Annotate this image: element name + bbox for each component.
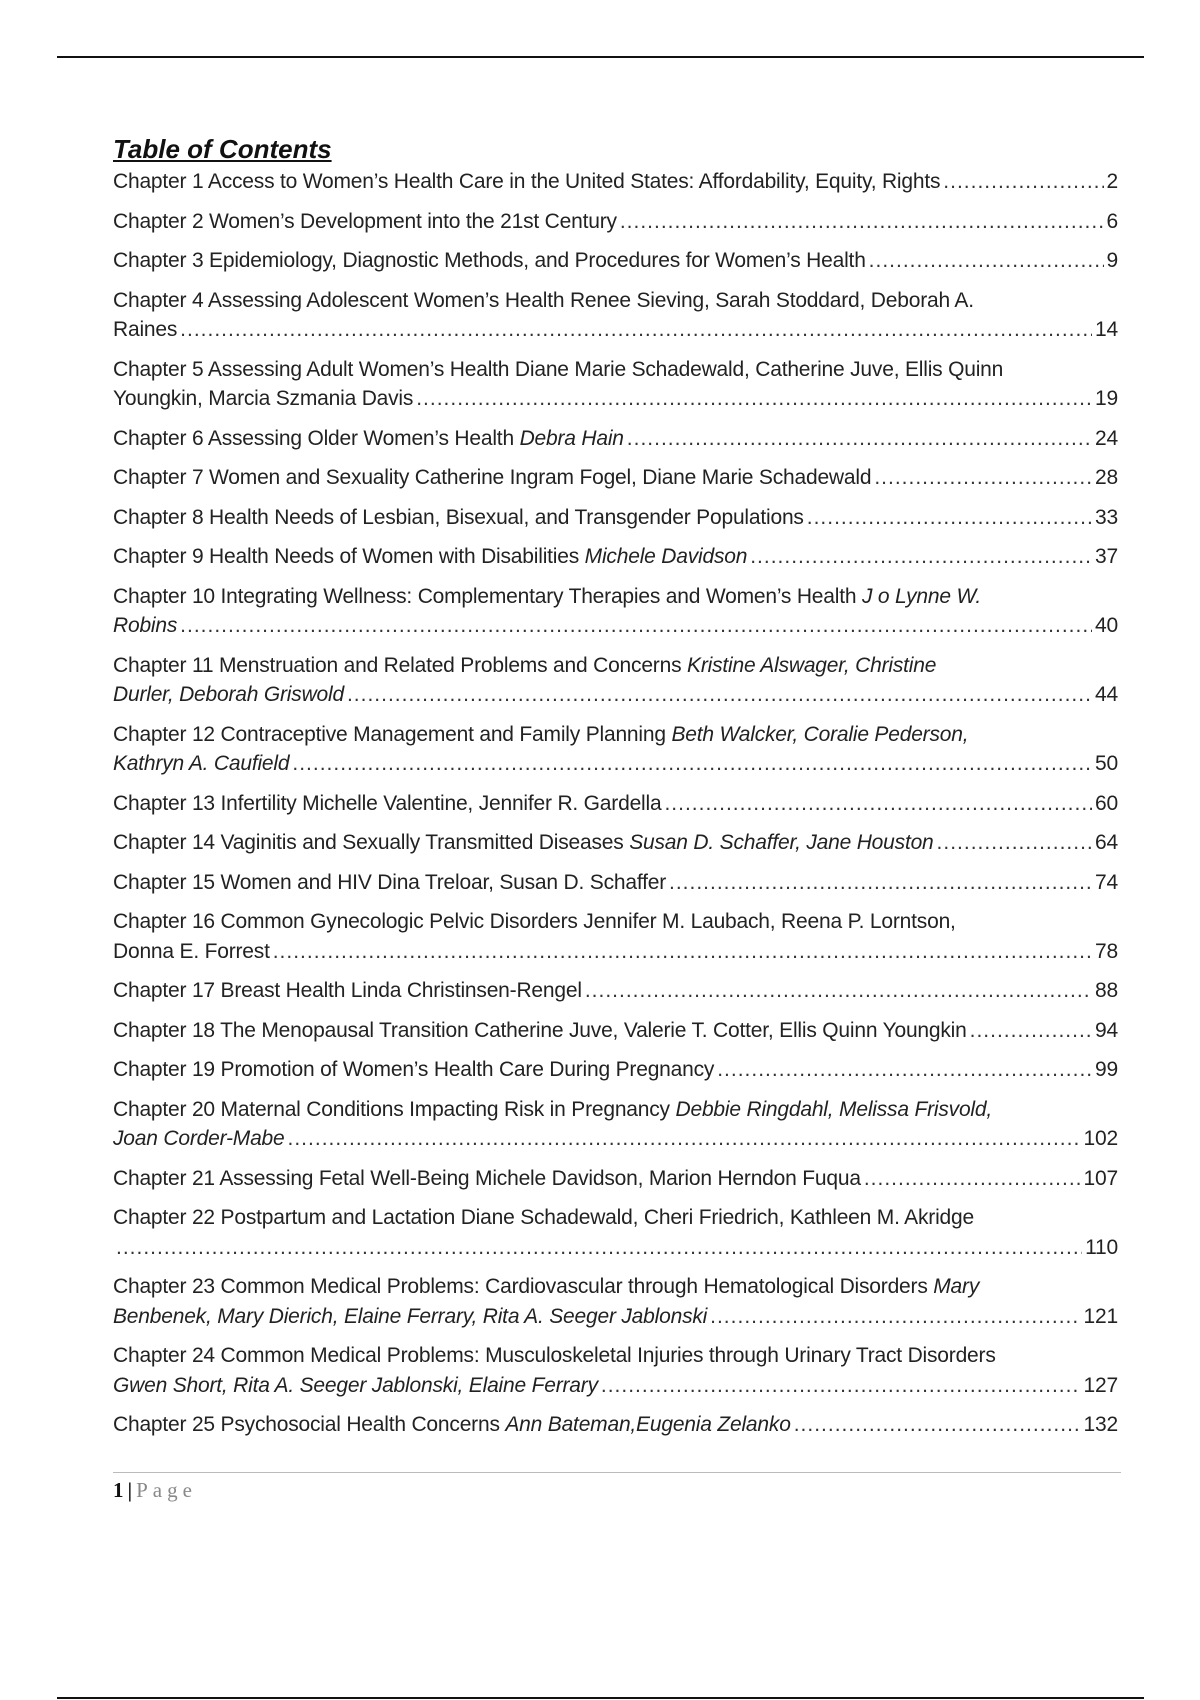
toc-page-number: 99 — [1095, 1058, 1118, 1081]
toc-entry-text — [113, 1124, 285, 1154]
toc-entry-author: Benbenek, Mary Dierich, Elaine Ferrary, Rita A. Seeger Jablonski — [113, 1304, 708, 1328]
toc-entry-leader-line — [113, 503, 1118, 533]
toc-entry-text — [113, 680, 344, 710]
toc-entry-title: Chapter 8 Health Needs of Lesbian, Bisexual, and Transgender Populations — [113, 505, 804, 529]
toc-entry-heading — [113, 1272, 1118, 1302]
toc-entry-author: Beth Walcker, Coralie Pederson, — [671, 722, 969, 746]
toc-entry-leader-line — [113, 749, 1118, 779]
toc-entry-title: Chapter 2 Women’s Development into the 21st Century — [113, 209, 617, 233]
toc-entry-author: J o Lynne W. — [861, 584, 981, 608]
toc-entry-text — [113, 937, 270, 967]
toc-entry-author: Durler, Deborah Griswold — [113, 683, 344, 706]
toc-entry-text — [113, 1410, 791, 1440]
toc-entry-leader-line — [113, 828, 1118, 858]
toc-entry-title: Chapter 13 Infertility Michelle Valentine, Jennifer R. Gardella — [113, 791, 662, 815]
toc-page-number: 121 — [1083, 1304, 1118, 1328]
table-of-contents — [113, 133, 1118, 1450]
toc-entry-text — [113, 1016, 967, 1046]
toc-dot-leader — [864, 1164, 1081, 1194]
toc-title: Table of Contents — [113, 134, 332, 164]
toc-entry-title: Youngkin, Marcia Szmania Davis — [113, 387, 414, 410]
toc-dot-leader — [180, 611, 1092, 641]
toc-entry-title: Chapter 24 Common Medical Problems: Musculoskeletal Injuries through Urinary Tract Disorders — [113, 1344, 996, 1367]
toc-entry-title: Raines — [113, 318, 178, 341]
toc-dot-leader — [807, 503, 1092, 533]
top-rule — [57, 56, 1144, 58]
footer-separator: | — [127, 1478, 133, 1502]
toc-entry-text — [113, 542, 747, 572]
toc-entry-title: Chapter 25 Psychosocial Health Concerns — [113, 1413, 506, 1436]
toc-entry-text — [113, 1371, 598, 1401]
toc-entry-title: Chapter 15 Women and HIV Dina Treloar, Susan D. Schaffer — [113, 870, 666, 894]
toc-dot-leader — [627, 424, 1092, 454]
toc-entry-title: Chapter 20 Maternal Conditions Impacting Risk in Pregnancy — [113, 1097, 676, 1121]
toc-entry-leader-line — [113, 680, 1118, 710]
toc-entry-author: Ann Bateman,Eugenia Zelanko — [505, 1413, 791, 1436]
toc-entry-title: Chapter 18 The Menopausal Transition Catherine Juve, Valerie T. Cotter, Ellis Quinn Youngkin — [113, 1018, 967, 1042]
toc-page-number: 107 — [1083, 1166, 1118, 1190]
toc-entry-leader-line — [113, 1410, 1118, 1440]
toc-entry-title: Chapter 1 Access to Women’s Health Care in the United States: Affordability, Equity, Rights — [113, 170, 941, 193]
toc-dot-leader — [620, 207, 1104, 237]
toc-dot-leader — [601, 1371, 1081, 1401]
toc-page-number: 102 — [1083, 1127, 1118, 1150]
toc-entry-heading — [113, 651, 1118, 681]
toc-page-number: 14 — [1095, 318, 1118, 341]
toc-page-number: 127 — [1083, 1373, 1118, 1397]
toc-dot-leader — [869, 246, 1104, 276]
toc-entry-leader-line — [113, 1164, 1118, 1194]
page-word: Page — [136, 1478, 197, 1502]
toc-entry[interactable] — [113, 1095, 1118, 1154]
toc-entry[interactable] — [113, 976, 1118, 1006]
toc-entry[interactable] — [113, 1016, 1118, 1046]
toc-entry-leader-line — [113, 542, 1118, 572]
toc-dot-leader — [750, 542, 1092, 572]
footer-rule — [113, 1472, 1121, 1473]
toc-entry-heading — [113, 1203, 1118, 1233]
toc-entry-author: Mary — [933, 1275, 980, 1298]
toc-entry-heading — [113, 720, 1118, 750]
toc-entry-leader-line — [113, 246, 1118, 276]
toc-page-number: 94 — [1095, 1018, 1118, 1042]
toc-entry-text — [113, 868, 666, 898]
toc-entry-title: Chapter 4 Assessing Adolescent Women’s Health Renee Sieving, Sarah Stoddard, Deborah A. — [113, 288, 974, 312]
toc-entry-leader-line — [113, 463, 1118, 493]
toc-entry-heading — [113, 907, 1118, 937]
toc-entry-text — [113, 463, 871, 493]
toc-dot-leader — [669, 868, 1092, 898]
toc-dot-leader — [664, 789, 1092, 819]
toc-entry-leader-line — [113, 1371, 1118, 1401]
toc-entry-text — [113, 246, 866, 276]
toc-entry-author: Kristine Alswager, Christine — [687, 653, 937, 677]
toc-entry-leader-line — [113, 1124, 1118, 1154]
toc-page-number: 24 — [1095, 426, 1118, 450]
toc-entry-text — [113, 1302, 707, 1332]
toc-entry[interactable] — [113, 463, 1118, 493]
page-number: 1 — [113, 1478, 124, 1502]
toc-entry-text — [113, 1055, 714, 1085]
toc-dot-leader — [288, 1124, 1081, 1154]
toc-entry-title: Chapter 5 Assessing Adult Women’s Health Diane Marie Schadewald, Catherine Juve, Ellis Quinn — [113, 357, 1004, 381]
toc-entry-title: Chapter 11 Menstruation and Related Problems and Concerns — [113, 653, 688, 677]
toc-entry-text — [113, 315, 177, 345]
toc-entry-author: Kathryn A. Caufield — [113, 752, 290, 775]
toc-entry-leader-line — [113, 424, 1118, 454]
toc-entry-title: Chapter 19 Promotion of Women’s Health Care During Pregnancy — [113, 1058, 715, 1081]
toc-page-number: 19 — [1095, 387, 1118, 410]
toc-dot-leader — [347, 680, 1092, 710]
toc-page-number: 110 — [1085, 1235, 1118, 1259]
toc-entry-title: Donna E. Forrest — [113, 939, 270, 963]
toc-entry[interactable] — [113, 828, 1118, 858]
toc-entry[interactable] — [113, 167, 1118, 197]
toc-entry[interactable] — [113, 424, 1118, 454]
toc-entry[interactable] — [113, 720, 1118, 779]
toc-entry[interactable] — [113, 868, 1118, 898]
toc-entry-title: Chapter 14 Vaginitis and Sexually Transmitted Diseases — [113, 831, 630, 854]
toc-entry-heading — [113, 355, 1118, 385]
toc-entry[interactable] — [113, 1164, 1118, 1194]
toc-entry[interactable] — [113, 246, 1118, 276]
toc-entry[interactable] — [113, 355, 1118, 414]
toc-page-number: 2 — [1106, 170, 1118, 193]
toc-entry-text — [113, 384, 413, 414]
toc-entry-text — [113, 503, 804, 533]
toc-entry-author: Debra Hain — [519, 426, 624, 450]
toc-entry-text — [113, 424, 624, 454]
toc-page-number: 74 — [1095, 870, 1118, 894]
toc-entry-title: Chapter 17 Breast Health Linda Christinsen-Rengel — [113, 979, 582, 1002]
toc-entry-heading — [113, 582, 1118, 612]
toc-page-number: 88 — [1095, 979, 1118, 1002]
toc-entry-title: Chapter 9 Health Needs of Women with Disabilities — [113, 545, 585, 568]
toc-entry[interactable] — [113, 1341, 1118, 1400]
toc-dot-leader — [116, 1233, 1082, 1263]
toc-entry-author: Gwen Short, Rita A. Seeger Jablonski, Elaine Ferrary — [113, 1373, 598, 1397]
toc-entry-title: Chapter 22 Postpartum and Lactation Diane Schadewald, Cheri Friedrich, Kathleen M. Akridge — [113, 1206, 974, 1229]
toc-page-number: 44 — [1095, 683, 1118, 706]
toc-entry-title: Chapter 21 Assessing Fetal Well-Being Michele Davidson, Marion Herndon Fuqua — [113, 1166, 861, 1190]
toc-entry-heading — [113, 1341, 1118, 1371]
toc-entry-text — [113, 828, 934, 858]
toc-entry-heading — [113, 286, 1118, 316]
toc-dot-leader — [585, 976, 1092, 1006]
toc-dot-leader — [943, 167, 1103, 197]
toc-entry-leader-line — [113, 789, 1118, 819]
bottom-rule — [57, 1697, 1144, 1699]
toc-entry-leader-line — [113, 937, 1118, 967]
toc-entry-text — [113, 789, 661, 819]
toc-entry-leader-line — [113, 207, 1118, 237]
toc-entry[interactable] — [113, 651, 1118, 710]
toc-dot-leader — [937, 828, 1092, 858]
toc-page-number: 60 — [1095, 791, 1118, 815]
toc-entry[interactable] — [113, 907, 1118, 966]
page-footer — [113, 1478, 197, 1503]
toc-entry-leader-line — [113, 868, 1118, 898]
toc-page-number: 33 — [1095, 505, 1118, 529]
toc-entry[interactable] — [113, 207, 1118, 237]
toc-entry-leader-line — [113, 976, 1118, 1006]
toc-entry-leader-line — [113, 315, 1118, 345]
toc-entry-text — [113, 167, 940, 197]
toc-page-number: 50 — [1095, 752, 1118, 775]
toc-dot-leader — [970, 1016, 1092, 1046]
toc-entry-leader-line — [113, 1302, 1118, 1332]
toc-page-number: 78 — [1095, 939, 1118, 963]
toc-entry[interactable] — [113, 582, 1118, 641]
toc-entry-leader-line — [113, 167, 1118, 197]
toc-entry[interactable] — [113, 1410, 1118, 1440]
toc-entry-title: Chapter 6 Assessing Older Women’s Health — [113, 426, 520, 450]
toc-entry-leader-line — [113, 1055, 1118, 1085]
toc-entry-author: Joan Corder-Mabe — [113, 1127, 285, 1150]
toc-page-number: 64 — [1095, 831, 1118, 854]
toc-entries — [113, 167, 1118, 1440]
toc-dot-leader — [273, 937, 1092, 967]
toc-entry-leader-line — [113, 1233, 1118, 1263]
toc-dot-leader — [794, 1410, 1081, 1440]
toc-entry-leader-line — [113, 611, 1118, 641]
toc-entry[interactable] — [113, 503, 1118, 533]
toc-entry-author: Robins — [113, 614, 178, 637]
toc-entry[interactable] — [113, 542, 1118, 572]
toc-entry[interactable] — [113, 1272, 1118, 1331]
toc-entry-author: Susan D. Schaffer, Jane Houston — [629, 831, 934, 854]
toc-entry-title: Chapter 23 Common Medical Problems: Cardiovascular through Hematological Disorders — [113, 1275, 934, 1298]
toc-entry-text — [113, 1164, 861, 1194]
toc-entry-title: Chapter 7 Women and Sexuality Catherine Ingram Fogel, Diane Marie Schadewald — [113, 466, 872, 489]
toc-dot-leader — [180, 315, 1092, 345]
toc-entry-heading — [113, 1095, 1118, 1125]
toc-entry[interactable] — [113, 1055, 1118, 1085]
toc-entry-title: Chapter 3 Epidemiology, Diagnostic Methods, and Procedures for Women’s Health — [113, 249, 866, 272]
toc-entry-text — [113, 749, 289, 779]
toc-entry-text — [113, 207, 617, 237]
toc-page-number: 28 — [1095, 466, 1118, 489]
toc-entry[interactable] — [113, 789, 1118, 819]
toc-entry[interactable] — [113, 286, 1118, 345]
toc-entry[interactable] — [113, 1203, 1118, 1262]
toc-dot-leader — [416, 384, 1092, 414]
toc-entry-leader-line — [113, 1016, 1118, 1046]
toc-page-number: 9 — [1106, 249, 1118, 272]
toc-dot-leader — [874, 463, 1092, 493]
toc-entry-author: Michele Davidson — [584, 545, 748, 568]
toc-entry-title: Chapter 16 Common Gynecologic Pelvic Disorders Jennifer M. Laubach, Reena P. Lorntson, — [113, 910, 956, 933]
toc-entry-leader-line — [113, 384, 1118, 414]
toc-dot-leader — [292, 749, 1092, 779]
toc-entry-title: Chapter 10 Integrating Wellness: Complementary Therapies and Women’s Health — [113, 584, 862, 608]
toc-entry-author: Debbie Ringdahl, Melissa Frisvold, — [675, 1097, 993, 1121]
toc-dot-leader — [717, 1055, 1092, 1085]
toc-entry-text — [113, 976, 582, 1006]
toc-page-number: 40 — [1095, 614, 1118, 637]
toc-entry-title: Chapter 12 Contraceptive Management and Family Planning — [113, 722, 672, 746]
toc-page-number: 132 — [1083, 1413, 1118, 1436]
toc-page-number: 6 — [1106, 209, 1118, 233]
toc-page-number: 37 — [1095, 545, 1118, 568]
toc-dot-leader — [710, 1302, 1080, 1332]
toc-entry-text — [113, 611, 177, 641]
